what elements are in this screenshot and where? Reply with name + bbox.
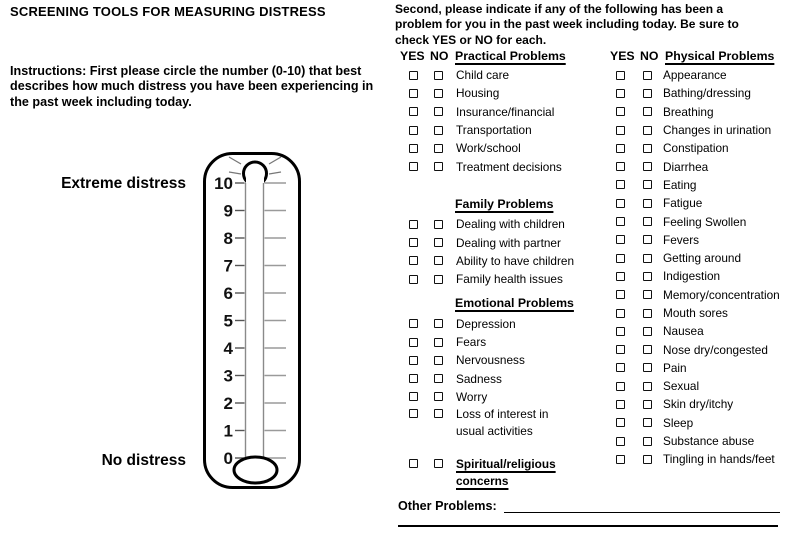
- no-checkbox[interactable]: [434, 392, 443, 401]
- distress-thermometer: [198, 147, 308, 497]
- other-problems-input-line[interactable]: [504, 498, 780, 513]
- item-label: Memory/concentration: [663, 287, 780, 302]
- item-label: Dealing with children: [456, 217, 565, 232]
- other-problems-label: Other Problems:: [398, 499, 497, 514]
- yes-checkbox[interactable]: [409, 220, 418, 229]
- no-checkbox[interactable]: [434, 71, 443, 80]
- checklist-row: [608, 395, 800, 413]
- spiritual-concerns-label: Spiritual/religious concerns: [456, 457, 556, 489]
- scale-number-8[interactable]: 8: [223, 229, 233, 248]
- item-label: Sexual: [663, 379, 700, 394]
- yes-checkbox[interactable]: [616, 400, 625, 409]
- no-checkbox[interactable]: [643, 418, 652, 427]
- practical-problems-header: Practical Problems: [455, 49, 566, 63]
- no-checkbox[interactable]: [643, 254, 652, 263]
- item-label: Mouth sores: [663, 306, 728, 320]
- checklist-intro: [395, 2, 795, 48]
- no-checkbox[interactable]: [643, 437, 652, 446]
- no-checkbox[interactable]: [434, 338, 443, 347]
- yes-checkbox[interactable]: [616, 418, 625, 427]
- scale-number-0[interactable]: 0: [223, 449, 233, 468]
- item-label: Nose dry/congested: [663, 342, 768, 357]
- checklist-row: [608, 322, 800, 340]
- no-checkbox[interactable]: [434, 459, 443, 468]
- no-checkbox[interactable]: [643, 400, 652, 409]
- yes-checkbox[interactable]: [616, 217, 625, 226]
- family-problems-header: Family Problems: [455, 196, 554, 211]
- instructions-line: describes how much distress you have been experiencing in: [10, 79, 374, 94]
- checklist-row: [608, 414, 800, 432]
- no-checkbox[interactable]: [643, 363, 652, 372]
- checklist-row: [608, 359, 800, 377]
- item-label: Feeling Swollen: [663, 214, 747, 229]
- yes-checkbox[interactable]: [616, 437, 625, 446]
- checklist-row: [608, 176, 800, 194]
- yes-checkbox[interactable]: [616, 126, 625, 135]
- scale-number-5[interactable]: 5: [223, 311, 233, 331]
- scale-number-6[interactable]: 6: [223, 284, 233, 303]
- no-column-label: NO: [430, 49, 449, 63]
- extra-answer-line[interactable]: [398, 525, 778, 527]
- checklist-row: [608, 304, 800, 322]
- yes-checkbox[interactable]: [616, 254, 625, 263]
- thermometer-bottom-bulb: [234, 457, 277, 483]
- yes-checkbox[interactable]: [616, 290, 625, 299]
- yes-checkbox[interactable]: [409, 275, 418, 284]
- scale-number-3[interactable]: 3: [223, 366, 233, 386]
- no-checkbox[interactable]: [643, 345, 652, 354]
- no-checkbox[interactable]: [643, 126, 652, 135]
- item-label: Fatigue: [663, 196, 703, 211]
- yes-checkbox[interactable]: [409, 392, 418, 401]
- no-checkbox[interactable]: [434, 409, 443, 418]
- checklist-row: [608, 432, 800, 450]
- no-checkbox[interactable]: [643, 290, 652, 299]
- no-checkbox[interactable]: [434, 162, 443, 171]
- yes-checkbox[interactable]: [616, 71, 625, 80]
- item-label: Family health issues: [456, 272, 563, 287]
- item-label: Nervousness: [456, 353, 525, 368]
- checklist-row: [608, 340, 800, 358]
- no-checkbox[interactable]: [434, 144, 443, 153]
- item-label: Sleep: [663, 415, 694, 430]
- physical-problems-header: Physical Problems: [665, 49, 775, 63]
- no-checkbox[interactable]: [643, 199, 652, 208]
- scale-number-4[interactable]: 4: [223, 339, 233, 358]
- item-label: Sadness: [456, 371, 502, 386]
- problems-column-2: [608, 49, 800, 469]
- yes-checkbox[interactable]: [409, 107, 418, 116]
- checklist-row: [608, 231, 800, 249]
- yes-checkbox[interactable]: [409, 409, 418, 418]
- no-checkbox[interactable]: [643, 180, 652, 189]
- yes-checkbox[interactable]: [409, 144, 418, 153]
- scale-number-9[interactable]: 9: [223, 201, 233, 221]
- yes-checkbox[interactable]: [616, 180, 625, 189]
- item-label: Skin dry/itchy: [663, 397, 734, 412]
- item-label: Ability to have children: [456, 253, 575, 268]
- item-label: Fears: [456, 335, 487, 349]
- no-checkbox[interactable]: [434, 238, 443, 247]
- item-label: Treatment decisions: [456, 159, 562, 174]
- yes-checkbox[interactable]: [616, 162, 625, 171]
- item-label: Breathing: [663, 104, 714, 119]
- yes-column-label: YES: [400, 49, 425, 63]
- page-title: SCREENING TOOLS FOR MEASURING DISTRESS: [10, 4, 326, 19]
- checklist-row: [608, 286, 800, 304]
- checklist-row: [608, 194, 800, 212]
- checklist-row: [608, 121, 800, 139]
- item-label: Constipation: [663, 141, 729, 156]
- checklist-row: [608, 450, 800, 468]
- checklist-row: [608, 249, 800, 267]
- item-label: Appearance: [663, 68, 727, 83]
- checklist-row: [608, 212, 800, 230]
- yes-checkbox[interactable]: [409, 374, 418, 383]
- no-checkbox[interactable]: [643, 382, 652, 391]
- yes-checkbox[interactable]: [616, 235, 625, 244]
- yes-checkbox[interactable]: [409, 459, 418, 468]
- yes-checkbox[interactable]: [409, 338, 418, 347]
- item-label: Tingling in hands/feet: [663, 452, 775, 467]
- no-checkbox[interactable]: [643, 272, 652, 281]
- yes-checkbox[interactable]: [409, 356, 418, 365]
- no-checkbox[interactable]: [643, 455, 652, 464]
- item-label: Eating: [663, 177, 697, 192]
- yes-checkbox[interactable]: [616, 199, 625, 208]
- no-checkbox[interactable]: [643, 309, 652, 318]
- no-checkbox[interactable]: [434, 374, 443, 383]
- no-checkbox[interactable]: [434, 107, 443, 116]
- yes-checkbox[interactable]: [409, 319, 418, 328]
- item-label: Diarrhea: [663, 159, 709, 174]
- checklist-row: [608, 84, 800, 102]
- yes-checkbox[interactable]: [616, 144, 625, 153]
- item-label: Depression: [456, 316, 516, 331]
- no-checkbox[interactable]: [434, 256, 443, 265]
- checklist-row: [608, 139, 800, 157]
- checklist-intro-line: Second, please indicate if any of the following has been a: [395, 2, 724, 16]
- emotional-problems-header: Emotional Problems: [455, 296, 574, 311]
- yes-checkbox[interactable]: [616, 345, 625, 354]
- extreme-distress-label: Extreme distress: [61, 175, 186, 192]
- item-label: Child care: [456, 68, 510, 83]
- no-checkbox[interactable]: [434, 319, 443, 328]
- no-checkbox[interactable]: [643, 162, 652, 171]
- scale-number-2[interactable]: 2: [223, 394, 233, 413]
- item-label: Pain: [663, 360, 687, 375]
- no-checkbox[interactable]: [643, 144, 652, 153]
- no-checkbox[interactable]: [643, 89, 652, 98]
- no-column-label: NO: [640, 49, 659, 63]
- no-checkbox[interactable]: [434, 126, 443, 135]
- item-label: Insurance/financial: [456, 104, 555, 119]
- item-label: Housing: [456, 86, 500, 101]
- yes-checkbox[interactable]: [616, 107, 625, 116]
- no-checkbox[interactable]: [643, 327, 652, 336]
- no-checkbox[interactable]: [434, 275, 443, 284]
- checklist-row: [608, 377, 800, 395]
- item-label: Work/school: [456, 141, 521, 156]
- column2-header-row: [608, 49, 800, 66]
- other-problems-row: [398, 493, 780, 513]
- yes-checkbox[interactable]: [409, 162, 418, 171]
- checklist-intro-line: check YES or NO for each.: [395, 32, 547, 47]
- scale-number-10[interactable]: 10: [214, 174, 233, 193]
- yes-checkbox[interactable]: [616, 272, 625, 281]
- no-checkbox[interactable]: [434, 356, 443, 365]
- instructions-text: [10, 64, 405, 110]
- checklist-intro-line: problem for you in the past week including today. Be sure to: [395, 17, 739, 32]
- item-label: Transportation: [456, 123, 532, 138]
- yes-checkbox[interactable]: [616, 382, 625, 391]
- no-checkbox[interactable]: [643, 71, 652, 80]
- checklist-row: [608, 157, 800, 175]
- no-checkbox[interactable]: [434, 220, 443, 229]
- no-checkbox[interactable]: [434, 89, 443, 98]
- no-distress-label: No distress: [101, 452, 186, 469]
- yes-column-label: YES: [610, 49, 635, 63]
- no-checkbox[interactable]: [643, 235, 652, 244]
- yes-checkbox[interactable]: [616, 309, 625, 318]
- checklist-row: [608, 267, 800, 285]
- item-label: Getting around: [663, 251, 742, 266]
- no-checkbox[interactable]: [643, 107, 652, 116]
- item-label: Loss of interest in usual activities: [456, 407, 549, 439]
- yes-checkbox[interactable]: [409, 238, 418, 247]
- yes-checkbox[interactable]: [409, 71, 418, 80]
- instructions-line: Instructions: First please circle the number (0-10) that best: [10, 64, 362, 78]
- item-label: Worry: [456, 389, 488, 404]
- item-label: Fevers: [663, 232, 700, 247]
- yes-checkbox[interactable]: [409, 89, 418, 98]
- instructions-line: the past week including today.: [10, 94, 192, 109]
- yes-checkbox[interactable]: [409, 126, 418, 135]
- scale-number-1[interactable]: 1: [223, 421, 233, 441]
- item-label: Substance abuse: [663, 434, 755, 449]
- scale-number-7[interactable]: 7: [223, 256, 233, 276]
- item-label: Nausea: [663, 324, 704, 339]
- item-label: Indigestion: [663, 269, 721, 284]
- no-checkbox[interactable]: [643, 217, 652, 226]
- yes-checkbox[interactable]: [409, 256, 418, 265]
- yes-checkbox[interactable]: [616, 455, 625, 464]
- item-label: Changes in urination: [663, 123, 772, 138]
- item-label: Bathing/dressing: [663, 86, 751, 101]
- yes-checkbox[interactable]: [616, 363, 625, 372]
- yes-checkbox[interactable]: [616, 89, 625, 98]
- item-label: Dealing with partner: [456, 235, 561, 250]
- yes-checkbox[interactable]: [616, 327, 625, 336]
- checklist-row: [608, 66, 800, 84]
- checklist-row: [608, 103, 800, 121]
